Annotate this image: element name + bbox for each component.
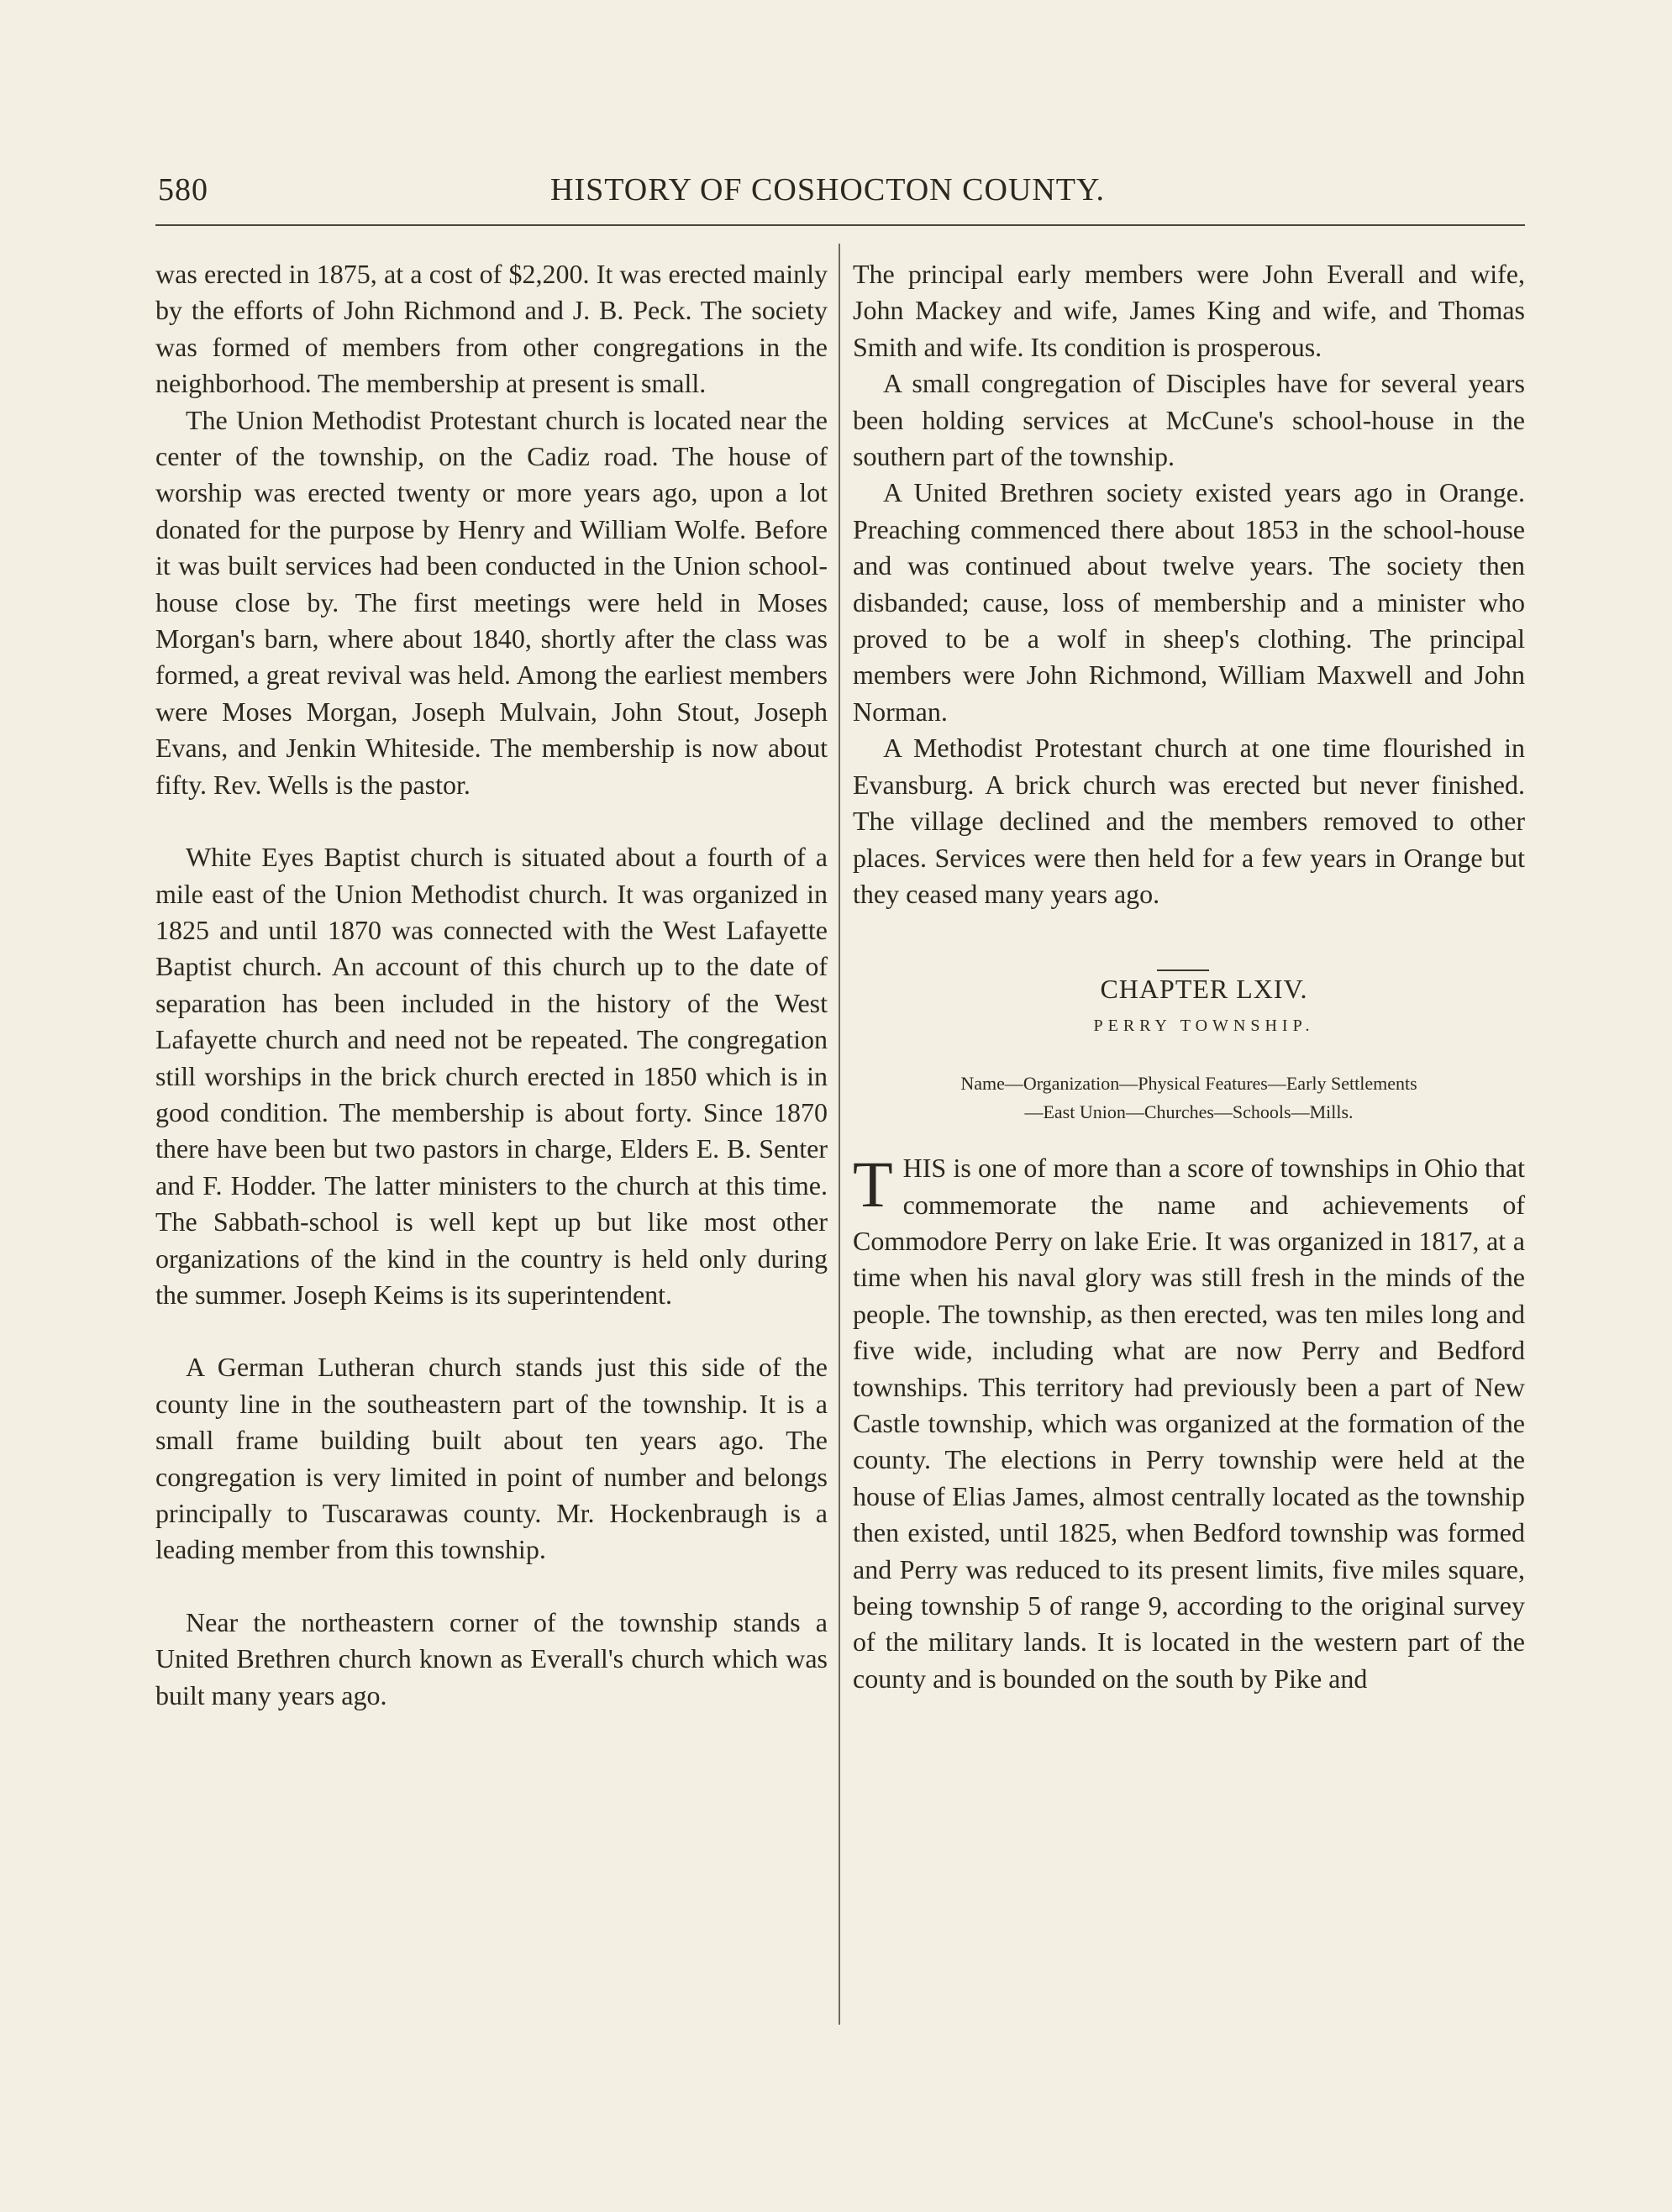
drop-cap: T <box>853 1148 893 1222</box>
chapter-opening-paragraph <box>853 1150 1525 1697</box>
paragraph: Near the northeastern corner of the township stands a United Brethren church known as Everall's church which was built many years ago. <box>155 1606 828 1710</box>
paragraph: The principal early members were John Everall and wife, John Mackey and wife, James King and wife, and Thomas Smith and wife. Its condition is prosperous. <box>853 259 1525 362</box>
right-column <box>853 256 1525 1697</box>
paragraph: A German Lutheran church stands just this side of the county line in the southeastern part of the township. It is a small frame building built about ten years ago. The congregation is very limited in point of number and belongs principally to Tuscarawas county. Mr. Hockenbraugh is a leading member from this township. <box>155 1352 828 1565</box>
chapter-title: CHAPTER LXIV. <box>1100 974 1308 1005</box>
paragraph: was erected in 1875, at a cost of $2,200. It was erected mainly by the efforts of John Richmond and J. B. Peck. The society was formed of members from other congregations in the neighborhood. The membership at present is small. <box>155 259 828 399</box>
paragraph: White Eyes Baptist church is situated about a fourth of a mile east of the Union Methodist church. It was organized in 1825 and until 1870 was connected with the West Lafayette Baptist church. An account of this church up to the date of separation has been included in the history of the West Lafayette church and need not be repeated. The congregation still worships in the brick church erected in 1850 which is in good condition. The membership is about forty. Since 1870 there have been but two pastors in charge, Elders E. B. Senter and F. Hodder. The latter ministers to the church at this time. The Sabbath-school is well kept up but like most other organizations of the kind in the country is held only during the summer. Joseph Keims is its superintendent. <box>155 842 828 1310</box>
page-header <box>155 166 1525 217</box>
chapter-synopsis <box>853 1069 1525 1127</box>
chapter-subtitle: PERRY TOWNSHIP. <box>1093 1016 1315 1035</box>
page-number: 580 <box>158 172 208 208</box>
paragraph: A Methodist Protestant church at one time flourished in Evansburg. A brick church was erected but never finished. The village declined and the members removed to other places. Services were then held for a few years in Orange but they ceased many years ago. <box>853 733 1525 909</box>
column-divider <box>839 244 840 2025</box>
left-column <box>155 256 828 1714</box>
paragraph: A small congregation of Disciples have for several years been holding services at McCune's school-house in the southern part of the township. <box>853 368 1525 472</box>
paragraph: The Union Methodist Protestant church is located near the center of the township, on the Cadiz road. The house of worship was erected twenty or more years ago, upon a lot donated for the purpose by Henry and William Wolfe. Before it was built services had been conducted in the Union school-house close by. The first meetings were held in Moses Morgan's barn, where about 1840, shortly after the class was formed, a great revival was held. Among the earliest members were Moses Morgan, Joseph Mulvain, John Stout, Joseph Evans, and Jenkin Whiteside. The membership is now about fifty. Rev. Wells is the pastor. <box>155 404 828 800</box>
paragraph-text: HIS is one of more than a score of townships in Ohio that commemorate the name and achievements of Commodore Perry on lake Erie. It was organized in 1817, at a time when his naval glory was still fresh in the minds of the people. The township, as then erected, was ten miles long and five wide, including what are now Perry and Bedford townships. This territory had previously been a part of New Castle township, which was organized at the formation of the county. The elections in Perry township were held at the house of Elias James, almost centrally located as the township then existed, until 1825, when Bedford township was formed and Perry was reduced to its present limits, five miles square, being township 5 of range 9, according to the original survey of the military lands. It is located in the western part of the county and is bounded on the south by Pike and <box>853 1153 1525 1694</box>
running-title: HISTORY OF COSHOCTON COUNTY. <box>550 172 1106 208</box>
synopsis-line: —East Union—Churches—Schools—Mills. <box>1024 1101 1354 1123</box>
paragraph: A United Brethren society existed years ago in Orange. Preaching commenced there about 1853 in the school-house and was continued about twelve years. The society then disbanded; cause, loss of membership and a minister who proved to be a wolf in sheep's clothing. The principal members were John Richmond, William Maxwell and John Norman. <box>853 477 1525 727</box>
header-rule <box>155 224 1525 226</box>
synopsis-line: Name—Organization—Physical Features—Early Settlements <box>960 1073 1417 1095</box>
